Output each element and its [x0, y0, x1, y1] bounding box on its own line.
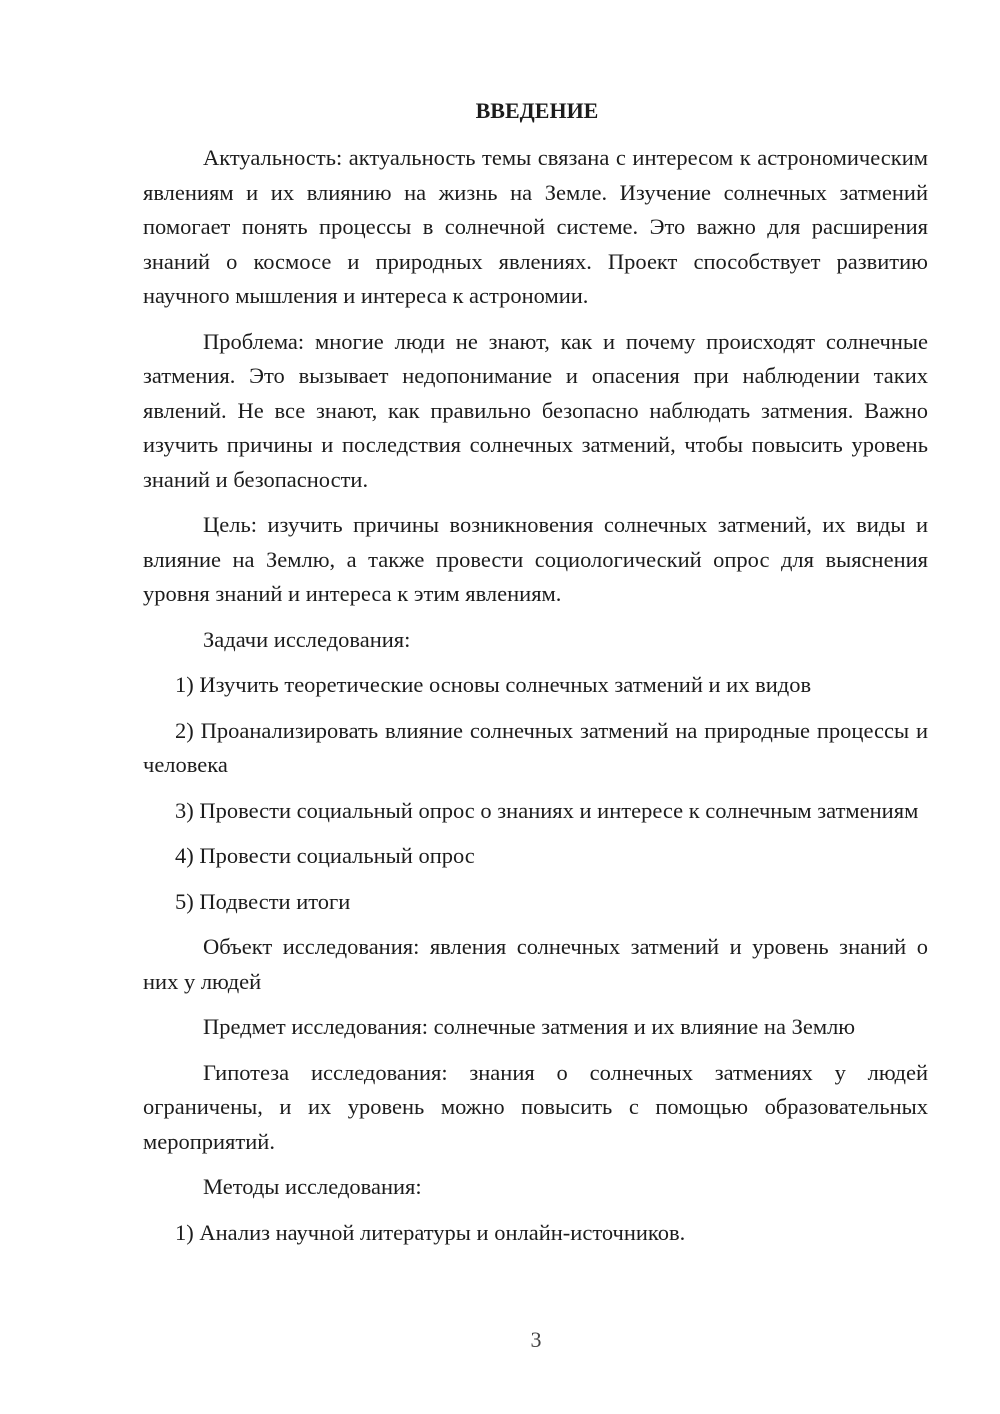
- page-number: 3: [530, 1327, 542, 1352]
- task-item: 4) Провести социальный опрос: [175, 843, 475, 868]
- method-item: 1) Анализ научной литературы и онлайн-источников.: [175, 1219, 686, 1245]
- document-body: [143, 95, 928, 1261]
- problem-paragraph: Проблема: многие люди не знают, как и почему происходят солнечные затмения. Это вызывает недопонимание и опасения при наблюдении таких явлений. Не все знают, как правильно безопасно наблюдать затмения. Важно изучить причины и последствия солнечных затмений, чтобы повысить уровень знаний и безопасности.: [143, 328, 928, 492]
- goal-paragraph: Цель: изучить причины возникновения солнечных затмений, их виды и влияние на Землю, а также провести социологический опрос для выяснения уровня знаний и интереса к этим явлениям.: [143, 512, 928, 606]
- research-subject-paragraph: Предмет исследования: солнечные затмения и их влияние на Землю: [203, 1014, 856, 1039]
- task-item: 2) Проанализировать влияние солнечных затмений на природные процессы и человека: [143, 717, 928, 777]
- task-item: 1) Изучить теоретические основы солнечных затмений и их видов: [175, 672, 812, 697]
- task-item: 3) Провести социальный опрос о знаниях и интересе к солнечным затмениям: [175, 797, 919, 823]
- hypothesis-paragraph: Гипотеза исследования: знания о солнечных затмениях у людей ограничены, и их уровень можно повысить с помощью образовательных мероприятий.: [143, 1059, 928, 1154]
- section-heading: ВВЕДЕНИЕ: [475, 98, 599, 123]
- research-object-paragraph: Объект исследования: явления солнечных затмений и уровень знаний о них у людей: [143, 934, 928, 994]
- relevance-paragraph: Актуальность: актуальность темы связана с интересом к астрономическим явлениям и их влиянию на жизнь на Земле. Изучение солнечных затмений помогает понять процессы в солнечной системе. Это важно для расширения знаний о космосе и природных явлениях. Проект способствует развитию научного мышления и интереса к астрономии.: [143, 145, 928, 308]
- task-item: 5) Подвести итоги: [175, 888, 351, 914]
- tasks-title: Задачи исследования:: [203, 626, 411, 652]
- methods-title: Методы исследования:: [203, 1174, 422, 1199]
